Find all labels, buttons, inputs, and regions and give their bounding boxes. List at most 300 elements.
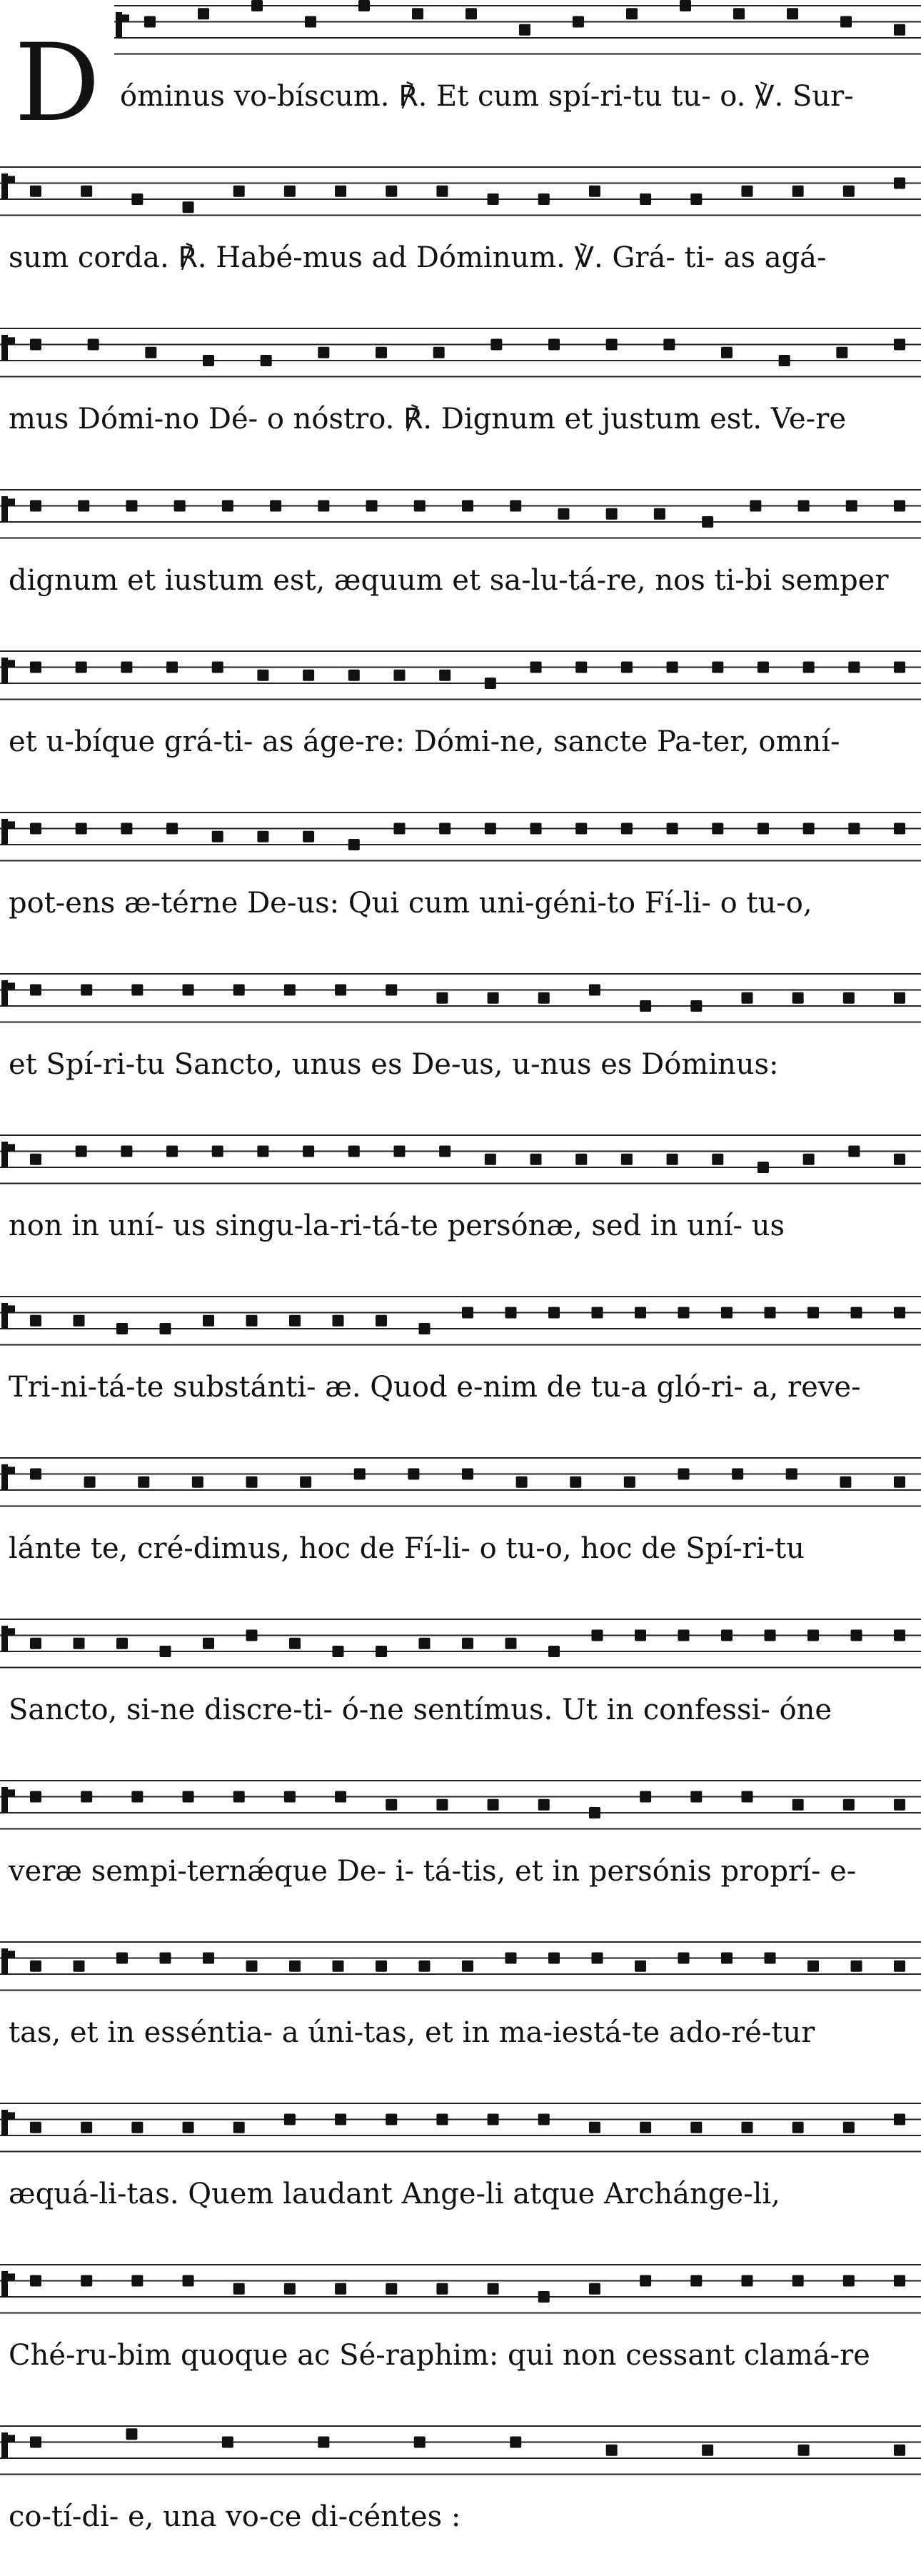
chant-note [626,8,638,19]
chant-note [894,823,905,835]
chant-note [30,339,41,351]
chant-note [212,831,223,842]
clef-icon [8,1466,15,1474]
chant-note [192,1476,203,1488]
chant-note [575,1154,587,1165]
chant-note [488,992,499,1004]
chant-note [732,1469,743,1480]
chant-note [335,985,346,996]
chant-note [222,2437,233,2448]
chant-note [836,347,847,358]
lyric-line: Sancto, si-ne discre-ti- ó-ne sentímus. Ut in confessi- óne [9,1694,832,1726]
chant-note [354,1469,366,1480]
chant-note [121,662,132,673]
chant-note [284,2114,296,2125]
chant-note [765,1630,776,1641]
chant-note [538,992,550,1004]
chant-note [144,16,156,28]
chant-note [606,339,618,351]
lyric-line: veræ sempi-ternǽque De- i- tá-tis, et in persónis proprí- e- [9,1855,857,1888]
chant-note [635,1307,646,1319]
chant-note [414,2437,426,2448]
chant-note [439,823,451,835]
chant-note [419,1961,431,1972]
chant-note [30,1154,41,1165]
chant-note [88,339,99,351]
chant-note [712,662,723,673]
chant-note [488,193,499,205]
chant-note [246,1315,258,1327]
chant-note [894,1154,905,1165]
chant-note [462,500,473,512]
chant-note [635,1961,646,1972]
chant-note [439,670,451,681]
chant-note [289,1961,301,1972]
chant-note [803,823,815,835]
chant-note [183,985,194,996]
chant-note [848,823,860,835]
chant-note [393,1146,405,1157]
chant-note [538,193,550,205]
chant-note [589,985,600,996]
chant-note [81,1791,92,1803]
chant-note [516,1476,528,1488]
lyric-line: et u-bíque grá-ti- as áge-re: Dómi-ne, sancte Pa-ter, omní- [9,725,840,758]
chant-note [505,1638,517,1649]
chant-note [348,670,360,681]
chant-note [786,1469,797,1480]
chant-note [30,1791,41,1803]
chant-note [303,670,314,681]
chant-note [894,1961,905,1972]
chant-note [436,1799,448,1811]
chant-note [538,2291,550,2303]
chant-note [848,662,860,673]
chant-note [30,186,41,197]
chant-note [765,1953,776,1964]
chant-note [680,0,691,11]
chant-note [131,1791,143,1803]
chant-note [721,347,733,358]
chant-note [376,1961,387,1972]
chant-note [131,2122,143,2133]
chant-note [485,1154,496,1165]
chant-note [261,355,272,366]
chant-note [166,823,178,835]
chant-note [333,1315,344,1327]
chant-note [485,678,496,689]
chant-note [635,1630,646,1641]
chant-note [436,2283,448,2295]
chant-note [840,1476,851,1488]
chant-note [333,1961,344,1972]
drop-capital: D [14,21,101,146]
chant-note [74,1638,85,1649]
chant-note [894,662,905,673]
chant-note [702,2445,713,2456]
clef-icon [8,2273,15,2280]
chant-note [843,1799,855,1811]
chant-note [843,992,855,1004]
chant-note [462,1469,473,1480]
chant-note [690,2122,702,2133]
chant-note [678,1630,690,1641]
chant-note [779,355,790,366]
chant-note [30,2122,41,2133]
chant-note [592,1953,603,1964]
chant-note [160,1646,171,1657]
chant-note [894,339,905,351]
chant-note [787,8,798,19]
chant-note [30,662,41,673]
chant-note [76,662,87,673]
chant-note [81,186,92,197]
clef-icon [1,496,8,522]
chant-note [575,662,587,673]
chant-note [386,186,397,197]
clef-icon [8,2112,15,2119]
chant-note [592,1630,603,1641]
chant-note [807,1307,819,1319]
chant-note [758,823,769,835]
chant-note [798,2445,810,2456]
chant-note [433,347,445,358]
chant-note [203,1953,214,1964]
chant-note [233,1791,245,1803]
chant-note [289,1638,301,1649]
chant-note [233,2283,245,2295]
chant-note [548,1307,560,1319]
chant-note [183,1791,194,1803]
chant-note [30,1469,41,1480]
chant-note [233,186,245,197]
chant-note [166,662,178,673]
chant-note [712,823,723,835]
chant-note [538,2114,550,2125]
chant-note [386,985,397,996]
chant-note [376,1646,387,1657]
chant-note [257,831,268,842]
chant-note [78,500,89,512]
chant-note [160,1953,171,1964]
chant-note [318,2437,329,2448]
chant-note [621,1154,633,1165]
chant-note [183,2122,194,2133]
chant-note [488,2283,499,2295]
clef-icon [1,1626,8,1651]
chant-note [436,992,448,1004]
chant-note [485,823,496,835]
chant-note [30,985,41,996]
chant-note [894,1630,905,1641]
chant-note [30,823,41,835]
chant-note [505,1307,517,1319]
lyric-line: æquá-li-tas. Quem laudant Ange-li atque Archánge-li, [9,2178,780,2210]
chant-note [538,1799,550,1811]
chant-note [690,1791,702,1803]
chant-note [733,8,745,19]
chant-note [548,1953,560,1964]
lyric-line: co-tí-di- e, una vo-ce di-céntes : [9,2500,461,2533]
chant-note [678,1469,690,1480]
chant-note [894,2114,905,2125]
chant-note [81,985,92,996]
chant-note [183,2275,194,2287]
chant-note [741,1791,753,1803]
chant-note [792,1799,804,1811]
chant-note [222,500,233,512]
chant-note [765,1307,776,1319]
chant-note [212,1146,223,1157]
chant-note [358,0,370,11]
chant-note [257,670,268,681]
chant-note [174,500,186,512]
chant-note [160,1323,171,1334]
clef-icon [1,2432,8,2458]
chant-note [30,2437,41,2448]
clef-icon [8,2435,15,2442]
clef-icon [8,498,15,505]
chant-note [530,823,542,835]
chant-note [212,662,223,673]
chant-note [690,193,702,205]
chant-note [376,1315,387,1327]
chant-note [436,186,448,197]
lyric-line: Tri-ni-tá-te substánti- æ. Quod e-nim de tu-a gló-ri- a, reve- [9,1371,861,1404]
chant-note [335,1791,346,1803]
chant-note [116,1638,128,1649]
clef-icon [8,1628,15,1635]
chant-note [74,1315,85,1327]
chant-note [570,1476,581,1488]
clef-icon [8,1144,15,1151]
chant-note [667,662,678,673]
chant-note [393,823,405,835]
chant-note [640,2275,651,2287]
chant-note [606,508,618,520]
chant-note [284,1791,296,1803]
chant-note [640,2122,651,2133]
chant-note [721,1307,733,1319]
chant-note [721,1630,733,1641]
chant-note [183,201,194,213]
chant-note [166,1146,178,1157]
chant-note [386,2114,397,2125]
lyric-line: et Spí-ri-tu Sancto, unus es De-us, u-nus es Dóminus: [9,1048,779,1081]
chant-note [792,2122,804,2133]
chant-note [792,992,804,1004]
clef-icon [1,819,8,845]
clef-icon [1,1303,8,1329]
chant-note [798,500,810,512]
chant-note [741,2275,753,2287]
chant-note [575,823,587,835]
chant-note [624,1476,635,1488]
chant-note [462,1307,473,1319]
chant-note [843,186,855,197]
chant-note [335,2114,346,2125]
clef-icon [8,176,15,183]
chant-note [792,2275,804,2287]
chant-note [121,823,132,835]
chant-note [145,347,156,358]
chant-note [462,1638,473,1649]
chant-note [289,1315,301,1327]
chant-note [530,662,542,673]
chant-note [894,24,905,36]
chant-note [419,1323,431,1334]
chant-note [530,1154,542,1165]
chant-note [843,2122,855,2133]
chant-note [548,1646,560,1657]
clef-icon [8,1951,15,1958]
chant-note [233,2122,245,2133]
clef-icon [8,660,15,667]
chant-note [76,823,87,835]
chant-note [81,2275,92,2287]
chant-note [589,1807,600,1818]
chant-note [803,662,815,673]
chant-note [792,186,804,197]
chant-note [348,1146,360,1157]
chant-note [558,508,569,520]
chant-note [663,339,675,351]
clef-icon [1,2271,8,2297]
chant-note [251,0,263,11]
chant-note [712,1154,723,1165]
chant-note [305,16,316,28]
chant-note [894,992,905,1004]
chant-note [318,500,329,512]
chant-note [741,2122,753,2133]
clef-icon [122,14,129,21]
chant-note [505,1953,517,1964]
chant-note [30,1961,41,1972]
chant-note [126,500,137,512]
chant-note [490,339,502,351]
clef-icon [1,173,8,199]
chant-note [335,2283,346,2295]
chant-note [376,347,387,358]
clef-icon [8,337,15,344]
chant-note [419,1638,431,1649]
chant-note [300,1476,311,1488]
chant-note [303,1146,314,1157]
chant-note [203,1315,214,1327]
chant-note [81,2122,92,2133]
chant-note [894,2445,905,2456]
chant-note [510,500,521,512]
chant-note [121,1146,132,1157]
chant-note [30,1638,41,1649]
chant-note [284,2283,296,2295]
chant-note [30,500,41,512]
chant-note [894,178,905,189]
chant-note [30,1315,41,1327]
chant-note [203,355,214,366]
chant-note [840,16,852,28]
chant-note [592,1307,603,1319]
chant-note [750,500,761,512]
chant-note [807,1961,819,1972]
chant-note [233,985,245,996]
clef-icon [1,2110,8,2135]
chant-note [678,1953,690,1964]
chant-note [333,1646,344,1657]
chant-note [246,1476,258,1488]
clef-icon [1,1464,8,1490]
chant-note [741,186,753,197]
clef-icon [1,980,8,1006]
chant-note [284,985,296,996]
chant-note [386,2283,397,2295]
chant-note [386,1799,397,1811]
chant-note [318,347,329,358]
chant-note [621,662,633,673]
clef-icon [1,1787,8,1813]
lyric-line: lánte te, cré-dimus, hoc de Fí-li- o tu-o, hoc de Spí-ri-tu [9,1532,805,1565]
chant-note [414,500,426,512]
clef-icon [1,658,8,683]
chant-note [702,516,713,528]
chant-note [548,339,560,351]
chant-note [589,186,600,197]
lyric-line: sum corda. ℟. Habé-mus ad Dóminum. ℣. Grá- ti- as agá- [9,241,827,274]
clef-icon [8,1789,15,1796]
chant-note [116,1953,128,1964]
chant-note [667,823,678,835]
chant-note [303,831,314,842]
chant-note [807,1630,819,1641]
chant-note [741,992,753,1004]
chant-note [348,839,360,850]
chant-note [621,823,633,835]
chant-note [462,1961,473,1972]
chant-note [131,2275,143,2287]
chant-note [667,1154,678,1165]
chant-note [894,500,905,512]
lyric-line: pot-ens æ-térne De-us: Qui cum uni-géni-to Fí-li- o tu-o, [9,887,812,920]
chant-note [488,1799,499,1811]
chant-note [640,1791,651,1803]
clef-icon [116,12,122,38]
chant-note [246,1961,258,1972]
chant-note [690,1000,702,1012]
chant-note [851,1307,862,1319]
chant-note [640,193,651,205]
chant-note [846,500,857,512]
chant-note [519,24,530,36]
chant-note [721,1953,733,1964]
clef-icon [8,982,15,990]
clef-icon [1,1948,8,1974]
chant-note [393,670,405,681]
chant-note [758,662,769,673]
chant-note [851,1961,862,1972]
chant-note [589,2122,600,2133]
lyric-line: tas, et in esséntia- a úni-tas, et in ma-iestá-te ado-ré-tur [9,2016,815,2049]
lyric-line: mus Dómi-no Dé- o nóstro. ℟. Dignum et justum est. Ve-re [9,403,846,436]
chant-note [606,2445,618,2456]
chant-note [74,1961,85,1972]
chant-note [439,1146,451,1157]
chant-note [488,2114,499,2125]
chant-note [436,2114,448,2125]
chant-note [573,16,584,28]
lyric-line: óminus vo-bíscum. ℟. Et cum spí-ri-tu tu- o. ℣. Sur- [120,80,854,113]
chant-note [30,2275,41,2287]
clef-icon [1,335,8,361]
